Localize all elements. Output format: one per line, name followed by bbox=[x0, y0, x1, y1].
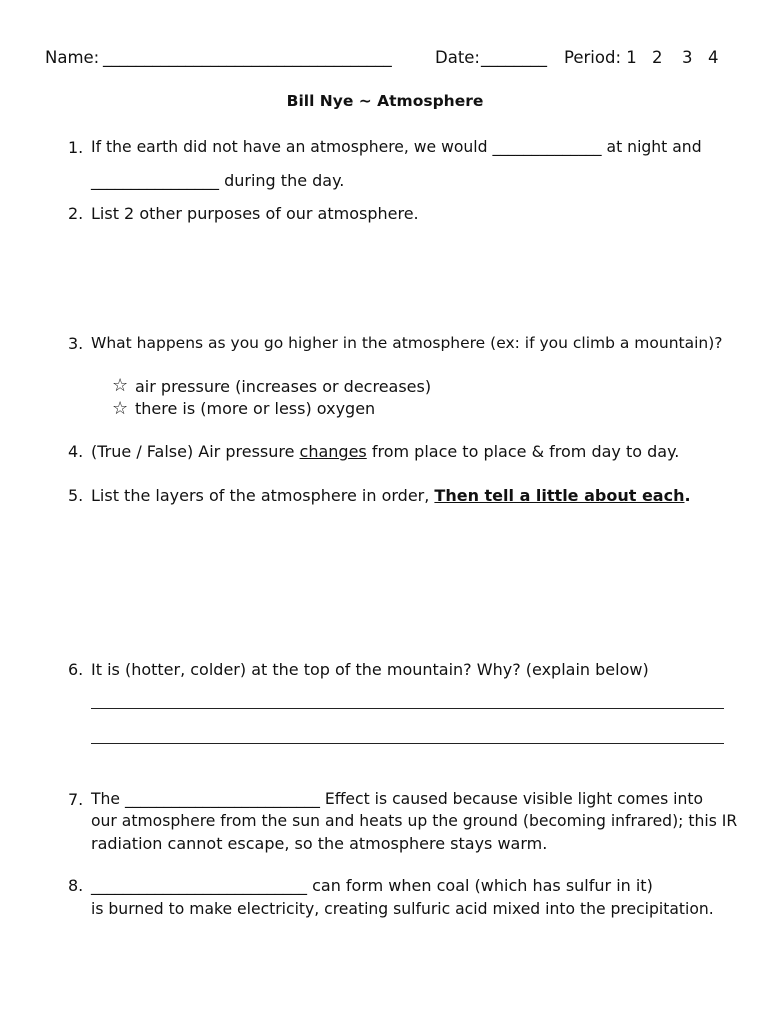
answer-area[interactable] bbox=[91, 512, 711, 652]
question-number: 7. bbox=[68, 790, 84, 809]
question-text: List 2 other purposes of our atmosphere. bbox=[91, 204, 419, 223]
underlined-word: changes bbox=[299, 442, 367, 461]
date-label: Date: bbox=[435, 48, 480, 67]
date-field[interactable]: ________ bbox=[481, 48, 547, 67]
name-field[interactable]: ___________________________________ bbox=[103, 48, 392, 67]
question-text: ___________________________ can form when coal (which has sulfur in it) bbox=[91, 876, 653, 895]
question-text-continued: ________________ during the day. bbox=[91, 171, 345, 190]
question-text-start[interactable]: (True / False) Air pressure bbox=[91, 442, 300, 461]
question-number: 4. bbox=[68, 442, 84, 461]
question-number: 3. bbox=[68, 334, 84, 353]
page-title: Bill Nye ~ Atmosphere bbox=[286, 92, 484, 110]
question-text: It is (hotter, colder) at the top of the mountain? Why? (explain below) bbox=[91, 660, 649, 679]
question-text: If the earth did not have an atmosphere, we would ______________ at night and bbox=[91, 138, 702, 156]
emphasis-text: Then tell a little about each bbox=[434, 486, 685, 505]
bullet-oxygen[interactable]: there is (more or less) oxygen bbox=[135, 399, 376, 418]
question-text: What happens as you go higher in the atmosphere (ex: if you climb a mountain)? bbox=[91, 334, 723, 352]
question-number: 5. bbox=[68, 486, 84, 505]
question-number: 8. bbox=[68, 876, 84, 895]
star-outline-icon: ☆ bbox=[112, 375, 129, 396]
question-text-end: from place to place & from day to day. bbox=[366, 442, 680, 461]
period-option-3[interactable]: 3 bbox=[682, 48, 693, 67]
answer-area[interactable] bbox=[91, 228, 711, 328]
question-number: 6. bbox=[68, 660, 84, 679]
period-option-4[interactable]: 4 bbox=[708, 48, 719, 67]
question-text: The _________________________ Effect is caused because visible light comes into bbox=[91, 790, 704, 808]
question-text-start: List the layers of the atmosphere in order, bbox=[91, 486, 435, 505]
star-outline-icon: ☆ bbox=[112, 398, 129, 419]
question-text bbox=[91, 486, 691, 505]
question-text bbox=[91, 442, 679, 461]
answer-line-1[interactable] bbox=[91, 708, 724, 709]
question-text-continued: our atmosphere from the sun and heats up the ground (becoming infrared); this IR bbox=[91, 812, 738, 830]
answer-line-2[interactable] bbox=[91, 743, 724, 744]
question-number: 1. bbox=[68, 138, 84, 157]
bullet-air-pressure[interactable]: air pressure (increases or decreases) bbox=[135, 377, 432, 396]
question-text-end: . bbox=[684, 486, 691, 505]
question-text-continued: is burned to make electricity, creating sulfuric acid mixed into the precipitation. bbox=[91, 900, 714, 918]
name-label: Name: bbox=[45, 48, 100, 67]
period-option-2[interactable]: 2 bbox=[652, 48, 663, 67]
period-label: Period: 1 bbox=[564, 48, 637, 67]
question-number: 2. bbox=[68, 204, 84, 223]
question-text-continued: radiation cannot escape, so the atmosphere stays warm. bbox=[91, 834, 548, 853]
